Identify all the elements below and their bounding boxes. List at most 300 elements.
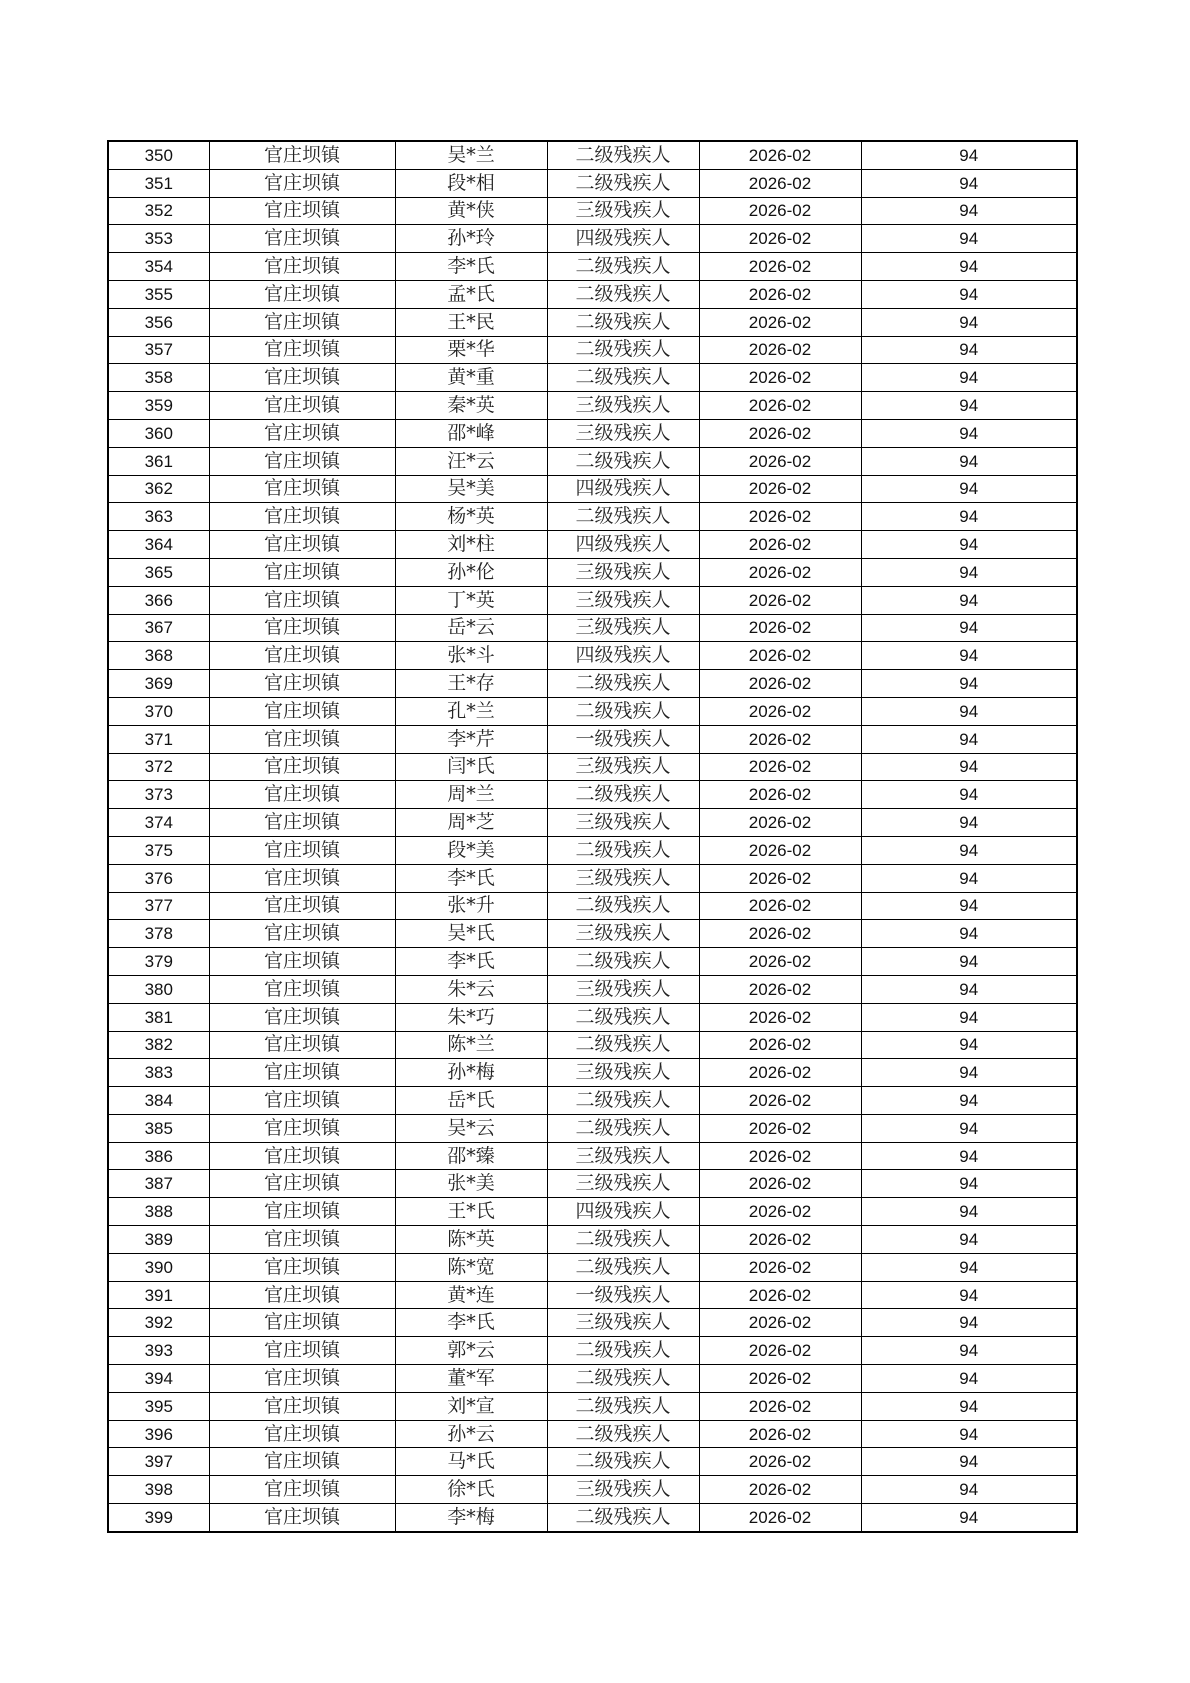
table-row — [108, 1337, 1077, 1365]
cell-disability-level: 二级残疾人 — [547, 670, 699, 698]
table-row — [108, 1142, 1077, 1170]
cell-name: 吴*云 — [395, 1114, 547, 1142]
table-row — [108, 836, 1077, 864]
cell-name: 李*氏 — [395, 253, 547, 281]
cell-amount: 94 — [861, 253, 1077, 281]
cell-amount: 94 — [861, 1114, 1077, 1142]
cell-amount: 94 — [861, 1226, 1077, 1254]
cell-disability-level: 二级残疾人 — [547, 503, 699, 531]
cell-amount: 94 — [861, 1448, 1077, 1476]
cell-month: 2026-02 — [699, 280, 861, 308]
cell-disability-level: 三级残疾人 — [547, 1170, 699, 1198]
cell-disability-level: 二级残疾人 — [547, 280, 699, 308]
cell-serial-number: 374 — [108, 809, 209, 837]
cell-month: 2026-02 — [699, 336, 861, 364]
cell-serial-number: 381 — [108, 1003, 209, 1031]
cell-town: 官庄坝镇 — [209, 475, 395, 503]
cell-month: 2026-02 — [699, 197, 861, 225]
cell-disability-level: 二级残疾人 — [547, 1087, 699, 1115]
cell-town: 官庄坝镇 — [209, 1226, 395, 1254]
cell-name: 王*民 — [395, 308, 547, 336]
cell-amount: 94 — [861, 670, 1077, 698]
cell-town: 官庄坝镇 — [209, 836, 395, 864]
cell-serial-number: 373 — [108, 781, 209, 809]
cell-month: 2026-02 — [699, 864, 861, 892]
cell-town: 官庄坝镇 — [209, 864, 395, 892]
table-row — [108, 364, 1077, 392]
table-row — [108, 225, 1077, 253]
cell-month: 2026-02 — [699, 1448, 861, 1476]
table-row — [108, 253, 1077, 281]
cell-amount: 94 — [861, 447, 1077, 475]
cell-serial-number: 350 — [108, 141, 209, 169]
table-row — [108, 697, 1077, 725]
cell-serial-number: 353 — [108, 225, 209, 253]
cell-serial-number: 363 — [108, 503, 209, 531]
cell-serial-number: 377 — [108, 892, 209, 920]
cell-serial-number: 367 — [108, 614, 209, 642]
cell-serial-number: 378 — [108, 920, 209, 948]
cell-serial-number: 364 — [108, 531, 209, 559]
cell-month: 2026-02 — [699, 948, 861, 976]
cell-serial-number: 383 — [108, 1059, 209, 1087]
cell-town: 官庄坝镇 — [209, 169, 395, 197]
cell-amount: 94 — [861, 531, 1077, 559]
cell-town: 官庄坝镇 — [209, 141, 395, 169]
cell-amount: 94 — [861, 1198, 1077, 1226]
cell-disability-level: 三级残疾人 — [547, 419, 699, 447]
table-row — [108, 1226, 1077, 1254]
cell-month: 2026-02 — [699, 1003, 861, 1031]
cell-amount: 94 — [861, 697, 1077, 725]
table-row — [108, 586, 1077, 614]
cell-month: 2026-02 — [699, 1504, 861, 1532]
cell-town: 官庄坝镇 — [209, 558, 395, 586]
cell-town: 官庄坝镇 — [209, 336, 395, 364]
cell-disability-level: 四级残疾人 — [547, 642, 699, 670]
cell-amount: 94 — [861, 419, 1077, 447]
table-row — [108, 308, 1077, 336]
cell-amount: 94 — [861, 1392, 1077, 1420]
cell-disability-level: 三级残疾人 — [547, 586, 699, 614]
table-row — [108, 725, 1077, 753]
table-row — [108, 975, 1077, 1003]
cell-town: 官庄坝镇 — [209, 975, 395, 1003]
cell-month: 2026-02 — [699, 1031, 861, 1059]
cell-disability-level: 一级残疾人 — [547, 725, 699, 753]
cell-month: 2026-02 — [699, 1059, 861, 1087]
cell-month: 2026-02 — [699, 308, 861, 336]
cell-name: 李*梅 — [395, 1504, 547, 1532]
cell-name: 朱*云 — [395, 975, 547, 1003]
cell-month: 2026-02 — [699, 809, 861, 837]
cell-town: 官庄坝镇 — [209, 1253, 395, 1281]
cell-name: 朱*巧 — [395, 1003, 547, 1031]
cell-disability-level: 二级残疾人 — [547, 141, 699, 169]
cell-amount: 94 — [861, 225, 1077, 253]
cell-serial-number: 356 — [108, 308, 209, 336]
table-row — [108, 336, 1077, 364]
cell-disability-level: 二级残疾人 — [547, 336, 699, 364]
cell-serial-number: 384 — [108, 1087, 209, 1115]
cell-disability-level: 二级残疾人 — [547, 1448, 699, 1476]
cell-month: 2026-02 — [699, 920, 861, 948]
cell-name: 张*斗 — [395, 642, 547, 670]
cell-serial-number: 396 — [108, 1420, 209, 1448]
table-row — [108, 503, 1077, 531]
cell-town: 官庄坝镇 — [209, 1003, 395, 1031]
cell-disability-level: 三级残疾人 — [547, 1476, 699, 1504]
cell-disability-level: 二级残疾人 — [547, 447, 699, 475]
cell-disability-level: 二级残疾人 — [547, 1226, 699, 1254]
cell-name: 周*芝 — [395, 809, 547, 837]
cell-name: 张*美 — [395, 1170, 547, 1198]
cell-serial-number: 382 — [108, 1031, 209, 1059]
cell-month: 2026-02 — [699, 725, 861, 753]
cell-town: 官庄坝镇 — [209, 725, 395, 753]
cell-disability-level: 二级残疾人 — [547, 697, 699, 725]
cell-amount: 94 — [861, 1253, 1077, 1281]
cell-town: 官庄坝镇 — [209, 419, 395, 447]
cell-name: 栗*华 — [395, 336, 547, 364]
cell-serial-number: 359 — [108, 392, 209, 420]
cell-town: 官庄坝镇 — [209, 280, 395, 308]
cell-disability-level: 三级残疾人 — [547, 1059, 699, 1087]
cell-disability-level: 二级残疾人 — [547, 1392, 699, 1420]
cell-amount: 94 — [861, 586, 1077, 614]
cell-month: 2026-02 — [699, 1142, 861, 1170]
cell-month: 2026-02 — [699, 558, 861, 586]
cell-disability-level: 二级残疾人 — [547, 836, 699, 864]
cell-amount: 94 — [861, 169, 1077, 197]
cell-amount: 94 — [861, 1003, 1077, 1031]
cell-town: 官庄坝镇 — [209, 948, 395, 976]
cell-serial-number: 379 — [108, 948, 209, 976]
table-row — [108, 1031, 1077, 1059]
table-row — [108, 447, 1077, 475]
cell-town: 官庄坝镇 — [209, 892, 395, 920]
cell-amount: 94 — [861, 1031, 1077, 1059]
cell-disability-level: 二级残疾人 — [547, 1114, 699, 1142]
cell-month: 2026-02 — [699, 781, 861, 809]
cell-name: 孔*兰 — [395, 697, 547, 725]
cell-amount: 94 — [861, 948, 1077, 976]
cell-town: 官庄坝镇 — [209, 1448, 395, 1476]
cell-name: 陈*英 — [395, 1226, 547, 1254]
cell-amount: 94 — [861, 336, 1077, 364]
cell-month: 2026-02 — [699, 1337, 861, 1365]
cell-serial-number: 394 — [108, 1365, 209, 1393]
cell-serial-number: 371 — [108, 725, 209, 753]
cell-town: 官庄坝镇 — [209, 308, 395, 336]
cell-serial-number: 370 — [108, 697, 209, 725]
cell-month: 2026-02 — [699, 1087, 861, 1115]
cell-amount: 94 — [861, 558, 1077, 586]
cell-disability-level: 三级残疾人 — [547, 864, 699, 892]
cell-amount: 94 — [861, 725, 1077, 753]
cell-serial-number: 380 — [108, 975, 209, 1003]
cell-serial-number: 390 — [108, 1253, 209, 1281]
cell-serial-number: 393 — [108, 1337, 209, 1365]
cell-town: 官庄坝镇 — [209, 920, 395, 948]
cell-month: 2026-02 — [699, 836, 861, 864]
cell-serial-number: 387 — [108, 1170, 209, 1198]
cell-amount: 94 — [861, 642, 1077, 670]
cell-name: 李*芹 — [395, 725, 547, 753]
cell-name: 邵*臻 — [395, 1142, 547, 1170]
cell-amount: 94 — [861, 753, 1077, 781]
table-row — [108, 1420, 1077, 1448]
table-row — [108, 280, 1077, 308]
cell-serial-number: 397 — [108, 1448, 209, 1476]
cell-month: 2026-02 — [699, 1365, 861, 1393]
cell-town: 官庄坝镇 — [209, 197, 395, 225]
cell-serial-number: 389 — [108, 1226, 209, 1254]
cell-amount: 94 — [861, 975, 1077, 1003]
cell-disability-level: 四级残疾人 — [547, 475, 699, 503]
cell-amount: 94 — [861, 141, 1077, 169]
cell-town: 官庄坝镇 — [209, 809, 395, 837]
cell-amount: 94 — [861, 280, 1077, 308]
cell-town: 官庄坝镇 — [209, 503, 395, 531]
cell-name: 汪*云 — [395, 447, 547, 475]
cell-town: 官庄坝镇 — [209, 447, 395, 475]
cell-month: 2026-02 — [699, 253, 861, 281]
cell-name: 孟*氏 — [395, 280, 547, 308]
cell-town: 官庄坝镇 — [209, 781, 395, 809]
table-row — [108, 1087, 1077, 1115]
cell-month: 2026-02 — [699, 614, 861, 642]
cell-amount: 94 — [861, 1337, 1077, 1365]
cell-amount: 94 — [861, 864, 1077, 892]
cell-disability-level: 三级残疾人 — [547, 1142, 699, 1170]
cell-serial-number: 388 — [108, 1198, 209, 1226]
cell-name: 刘*宣 — [395, 1392, 547, 1420]
subsidy-roster-table — [107, 140, 1078, 1533]
table-row — [108, 781, 1077, 809]
cell-amount: 94 — [861, 1281, 1077, 1309]
cell-town: 官庄坝镇 — [209, 1392, 395, 1420]
table-row — [108, 392, 1077, 420]
cell-serial-number: 365 — [108, 558, 209, 586]
cell-serial-number: 351 — [108, 169, 209, 197]
cell-town: 官庄坝镇 — [209, 1142, 395, 1170]
cell-serial-number: 366 — [108, 586, 209, 614]
cell-amount: 94 — [861, 392, 1077, 420]
cell-disability-level: 二级残疾人 — [547, 169, 699, 197]
cell-name: 董*军 — [395, 1365, 547, 1393]
cell-amount: 94 — [861, 1142, 1077, 1170]
cell-month: 2026-02 — [699, 225, 861, 253]
cell-town: 官庄坝镇 — [209, 642, 395, 670]
cell-amount: 94 — [861, 809, 1077, 837]
cell-name: 陈*兰 — [395, 1031, 547, 1059]
cell-name: 孙*伦 — [395, 558, 547, 586]
cell-month: 2026-02 — [699, 1309, 861, 1337]
table-row — [108, 197, 1077, 225]
cell-amount: 94 — [861, 1365, 1077, 1393]
cell-month: 2026-02 — [699, 419, 861, 447]
table-row — [108, 1170, 1077, 1198]
table-row — [108, 864, 1077, 892]
cell-month: 2026-02 — [699, 1476, 861, 1504]
table-row — [108, 1309, 1077, 1337]
cell-name: 邵*峰 — [395, 419, 547, 447]
cell-name: 孙*玲 — [395, 225, 547, 253]
table-row — [108, 614, 1077, 642]
table-row — [108, 141, 1077, 169]
cell-disability-level: 三级残疾人 — [547, 975, 699, 1003]
cell-disability-level: 二级残疾人 — [547, 892, 699, 920]
cell-month: 2026-02 — [699, 169, 861, 197]
cell-month: 2026-02 — [699, 753, 861, 781]
cell-name: 黄*连 — [395, 1281, 547, 1309]
cell-serial-number: 354 — [108, 253, 209, 281]
table-row — [108, 1281, 1077, 1309]
cell-name: 王*存 — [395, 670, 547, 698]
cell-serial-number: 358 — [108, 364, 209, 392]
cell-month: 2026-02 — [699, 586, 861, 614]
cell-town: 官庄坝镇 — [209, 1365, 395, 1393]
cell-name: 吴*美 — [395, 475, 547, 503]
cell-serial-number: 399 — [108, 1504, 209, 1532]
cell-disability-level: 三级残疾人 — [547, 809, 699, 837]
cell-serial-number: 362 — [108, 475, 209, 503]
cell-month: 2026-02 — [699, 1392, 861, 1420]
table-row — [108, 1504, 1077, 1532]
cell-town: 官庄坝镇 — [209, 614, 395, 642]
cell-disability-level: 四级残疾人 — [547, 225, 699, 253]
table-row — [108, 892, 1077, 920]
cell-name: 徐*氏 — [395, 1476, 547, 1504]
cell-town: 官庄坝镇 — [209, 1170, 395, 1198]
cell-amount: 94 — [861, 892, 1077, 920]
cell-name: 丁*英 — [395, 586, 547, 614]
cell-serial-number: 357 — [108, 336, 209, 364]
cell-serial-number: 352 — [108, 197, 209, 225]
cell-amount: 94 — [861, 1087, 1077, 1115]
cell-name: 孙*梅 — [395, 1059, 547, 1087]
cell-serial-number: 391 — [108, 1281, 209, 1309]
table-row — [108, 419, 1077, 447]
table-row — [108, 642, 1077, 670]
cell-serial-number: 385 — [108, 1114, 209, 1142]
table-row — [108, 920, 1077, 948]
cell-amount: 94 — [861, 475, 1077, 503]
cell-disability-level: 二级残疾人 — [547, 948, 699, 976]
cell-amount: 94 — [861, 781, 1077, 809]
cell-month: 2026-02 — [699, 475, 861, 503]
table-row — [108, 1198, 1077, 1226]
cell-town: 官庄坝镇 — [209, 1031, 395, 1059]
cell-serial-number: 392 — [108, 1309, 209, 1337]
cell-disability-level: 一级残疾人 — [547, 1281, 699, 1309]
table-row — [108, 670, 1077, 698]
cell-disability-level: 二级残疾人 — [547, 364, 699, 392]
cell-amount: 94 — [861, 1059, 1077, 1087]
cell-serial-number: 361 — [108, 447, 209, 475]
cell-serial-number: 360 — [108, 419, 209, 447]
table-row — [108, 753, 1077, 781]
cell-name: 秦*英 — [395, 392, 547, 420]
cell-disability-level: 三级残疾人 — [547, 392, 699, 420]
table-row — [108, 1253, 1077, 1281]
cell-month: 2026-02 — [699, 642, 861, 670]
cell-month: 2026-02 — [699, 447, 861, 475]
cell-month: 2026-02 — [699, 892, 861, 920]
cell-town: 官庄坝镇 — [209, 1087, 395, 1115]
cell-month: 2026-02 — [699, 1198, 861, 1226]
cell-disability-level: 二级残疾人 — [547, 781, 699, 809]
cell-town: 官庄坝镇 — [209, 1476, 395, 1504]
cell-name: 刘*柱 — [395, 531, 547, 559]
cell-name: 张*升 — [395, 892, 547, 920]
cell-name: 闫*氏 — [395, 753, 547, 781]
cell-disability-level: 四级残疾人 — [547, 531, 699, 559]
cell-month: 2026-02 — [699, 1226, 861, 1254]
cell-amount: 94 — [861, 503, 1077, 531]
cell-amount: 94 — [861, 1420, 1077, 1448]
table-body — [108, 141, 1077, 1532]
cell-disability-level: 三级残疾人 — [547, 614, 699, 642]
cell-month: 2026-02 — [699, 670, 861, 698]
cell-town: 官庄坝镇 — [209, 225, 395, 253]
cell-name: 吴*兰 — [395, 141, 547, 169]
cell-disability-level: 二级残疾人 — [547, 1504, 699, 1532]
cell-amount: 94 — [861, 1170, 1077, 1198]
cell-month: 2026-02 — [699, 1420, 861, 1448]
cell-amount: 94 — [861, 308, 1077, 336]
cell-serial-number: 369 — [108, 670, 209, 698]
cell-name: 王*氏 — [395, 1198, 547, 1226]
cell-serial-number: 372 — [108, 753, 209, 781]
table-row — [108, 1476, 1077, 1504]
table-row — [108, 558, 1077, 586]
table-row — [108, 1059, 1077, 1087]
cell-serial-number: 376 — [108, 864, 209, 892]
table-row — [108, 1365, 1077, 1393]
cell-month: 2026-02 — [699, 1114, 861, 1142]
cell-disability-level: 三级残疾人 — [547, 197, 699, 225]
cell-disability-level: 二级残疾人 — [547, 1365, 699, 1393]
cell-amount: 94 — [861, 1476, 1077, 1504]
table-row — [108, 475, 1077, 503]
cell-name: 段*美 — [395, 836, 547, 864]
cell-town: 官庄坝镇 — [209, 364, 395, 392]
cell-town: 官庄坝镇 — [209, 1114, 395, 1142]
cell-month: 2026-02 — [699, 392, 861, 420]
table-row — [108, 1003, 1077, 1031]
cell-name: 黄*重 — [395, 364, 547, 392]
cell-amount: 94 — [861, 197, 1077, 225]
cell-name: 马*氏 — [395, 1448, 547, 1476]
cell-disability-level: 二级残疾人 — [547, 1031, 699, 1059]
cell-disability-level: 二级残疾人 — [547, 1003, 699, 1031]
cell-amount: 94 — [861, 836, 1077, 864]
table-row — [108, 1114, 1077, 1142]
cell-month: 2026-02 — [699, 531, 861, 559]
table-row — [108, 948, 1077, 976]
cell-town: 官庄坝镇 — [209, 1281, 395, 1309]
cell-name: 岳*氏 — [395, 1087, 547, 1115]
cell-town: 官庄坝镇 — [209, 1337, 395, 1365]
cell-town: 官庄坝镇 — [209, 1059, 395, 1087]
cell-serial-number: 368 — [108, 642, 209, 670]
cell-month: 2026-02 — [699, 1170, 861, 1198]
cell-name: 陈*宽 — [395, 1253, 547, 1281]
cell-amount: 94 — [861, 1504, 1077, 1532]
cell-serial-number: 355 — [108, 280, 209, 308]
